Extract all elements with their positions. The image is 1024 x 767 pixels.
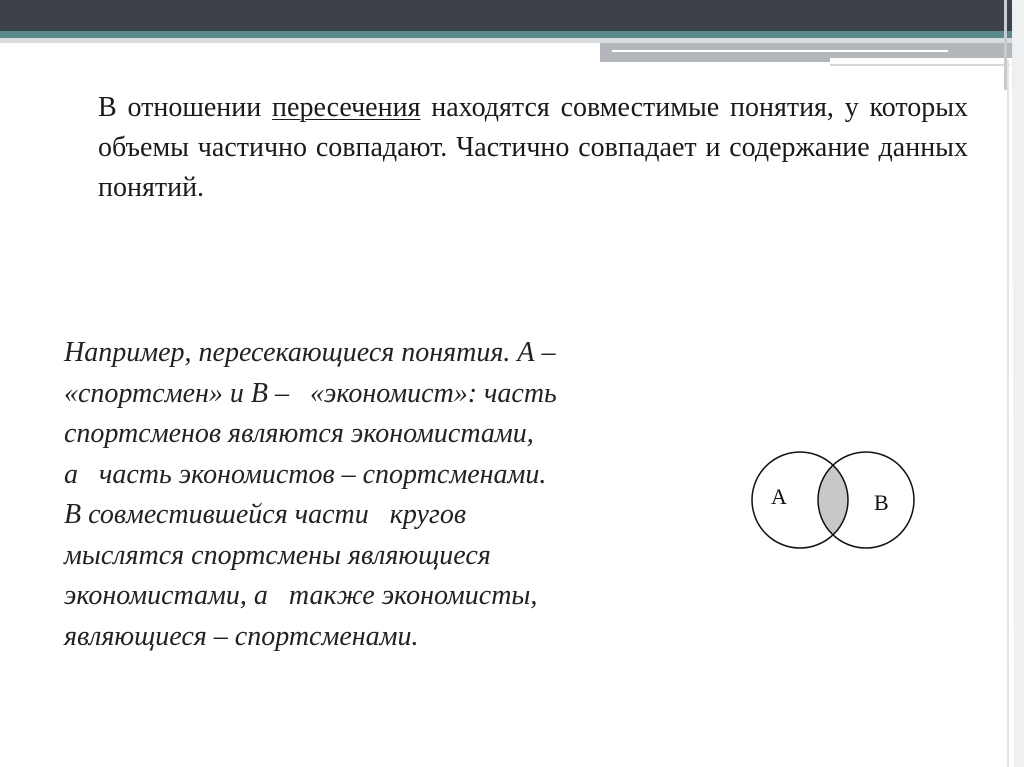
venn-diagram [748, 446, 920, 554]
example-line: В совместившейся части кругов [64, 499, 466, 530]
venn-label-b: В [874, 490, 889, 515]
venn-label-a: А [771, 484, 787, 509]
example-line: «спортсмен» и В – «экономист»: часть [64, 377, 557, 409]
definition-paragraph [98, 88, 968, 208]
example-text [64, 333, 704, 657]
example-line: Например, пересекающиеся понятия. А – [64, 337, 556, 368]
example-line: являющиеся – спортсменами. [64, 620, 419, 652]
definition-term-underlined: пересечения [272, 92, 421, 123]
example-line: экономистами, а также экономисты, [64, 580, 538, 611]
example-line: а часть экономистов – спортсменами. [64, 458, 547, 490]
example-line: спортсменов являются экономистами, [64, 418, 534, 449]
definition-text-start: В отношении [98, 92, 273, 123]
example-line: мыслятся спортсмены являющиеся [64, 539, 491, 571]
definition-text-end: находятся совместимые понятия, у которых объемы частично совпадают. Частично совпадает и содержание данных понятий. [98, 92, 969, 203]
